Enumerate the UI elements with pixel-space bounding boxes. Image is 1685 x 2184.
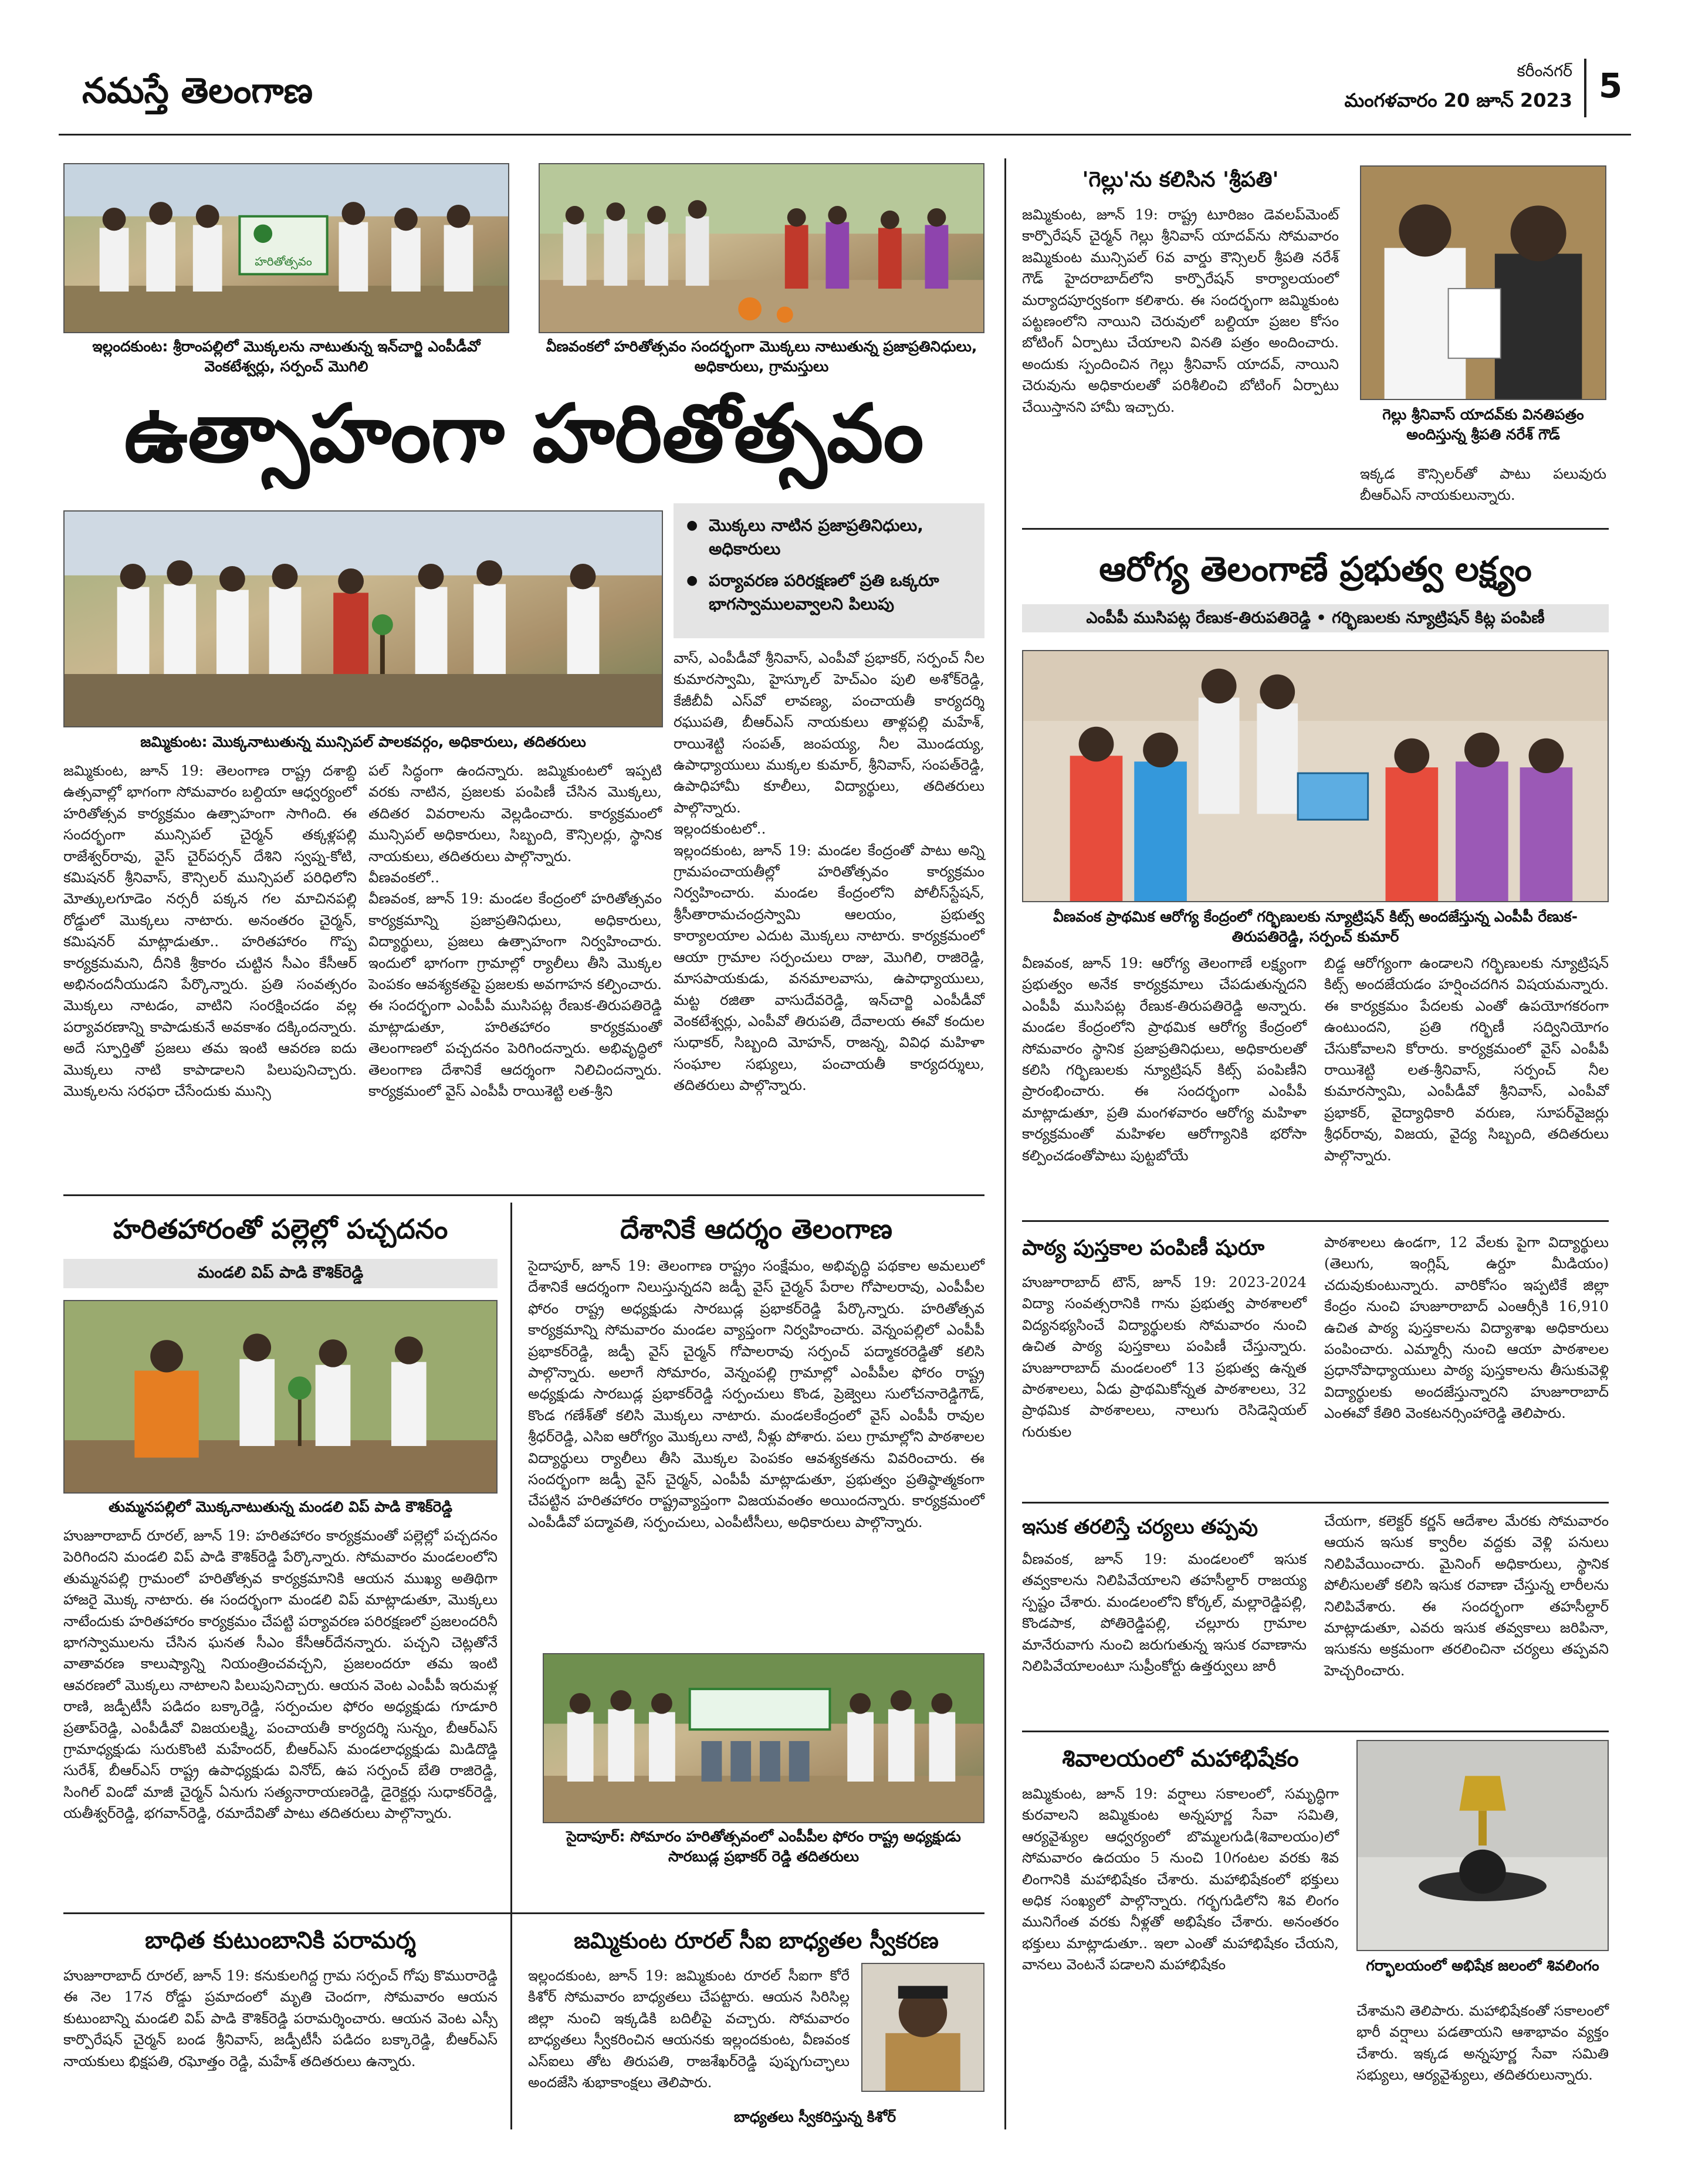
main-bullets [674, 503, 984, 638]
sand-col1: వీణవంక, జూన్ 19: మండలంలో ఇసుక తవ్వకాలను నిలిపివేయాలని తహసీల్దార్ రాజయ్య స్పష్టం చేశారు. మండలంలోని కోర్కల్, మల్లారెడ్డిపల్లి, కొండపాక, పోతిరెడ్డిపల్లి, చల్లూరు గ్రామాల మానేరువాగు నుంచి జరుగుతున్న ఇసుక రవాణాను నిలిపివేయాలంటూ సుప్రీంకోర్టు ఉత్తర్వులు జారీ [1022, 1550, 1311, 1675]
health-strip: ఎంపీపీ ముసిపట్ల రేణుక-తిరుపతిరెడ్డి • గర్భిణులకు న్యూట్రిషన్ కిట్ల పంపిణీ [1022, 604, 1609, 632]
harithaharam-strip: మండలి విప్ పాడి కౌశిక్‌రెడ్డి [63, 1259, 498, 1288]
caption-shivalingam: గర్భాలయంలో అభిషేక జలంలో శివలింగం [1366, 1957, 1599, 1974]
caption-harithaharam: తుమ్మనపల్లిలో మొక్కనాటుతున్న మండలి విప్ పాడి కౌశిక్‌రెడ్డి [109, 1498, 452, 1515]
people-illustration-7 [544, 1654, 983, 1822]
desaniki-body: సైదాపూర్, జూన్ 19: తెలంగాణ రాష్ట్రం సంక్షేమం, అభివృద్ధి పథకాల అమలులో దేశానికే ఆదర్శంగా నిలుస్తున్నదని జడ్పీ వైస్ చైర్మన్ పేరాల గోపాలరావు, ఎంపీపీల ఫోరం రాష్ట్ర అధ్యక్షుడు సారబుడ్ల ప్రభాకర్‌రెడ్డి పేర్కొన్నారు. హరితోత్సవ కార్యక్రమాన్ని సోమవారం మండల వ్యాప్తంగా నిర్వహించారు. వెన్నంపల్లిలో ఎంపీపీ ప్రభాకర్‌రెడ్డి, జడ్పీ వైస్ చైర్మన్ గోపాలరావు సర్పంచ్ పద్మాకరరెడ్డితో కలిసి పాల్గొన్నారు. అలాగే సోమారం, వెన్నంపల్లి గ్రామాల్లో ఎంపీపీల ఫోరం రాష్ట్ర అధ్యక్షుడు సారబుడ్ల ప్రభాకర్‌రెడ్డి సర్పంచులు కొండ, ప్రెజ్వెలు సులోచనారెడ్డిగౌడ్, కొండ గణేశ్‌తో కలిసి మొక్కలు నాటారు. మండలకేంద్రంలో వైస్ ఎంపీపీ రావుల శ్రీధర్‌రెడ్డి, ఎసిఐ ఆరోగ్యం మొక్కలు నాటి, నీళ్లు పోశారు. పలు గ్రామాల్లోని పాఠశాలల విద్యార్థులు ర్యాలీలు తీసి మొక్కల పెంపకం ఆవశ్యకతను వివరించారు. ఈ సందర్భంగా జడ్పీ వైస్ చైర్మన్, ఎంపీపీ మాట్లాడుతూ, ప్రభుత్వం ప్రతిష్ఠాత్మకంగా చేపట్టిన హరితహారం రాష్ట్రవ్యాప్తంగా విజయవంతం అయిందన్నారు. కార్యక్రమంలో ఎంపీడీవో పద్మావతి, సర్పంచులు, ఎంపీటీసీలు, అధికారులు పాల్గొన్నారు. [528, 1257, 989, 1531]
masthead-divider [1584, 59, 1586, 117]
gellu-body: జమ్మికుంట, జూన్ 19: రాష్ట్ర టూరిజం డెవలప్‌మెంట్ కార్పొరేషన్ చైర్మన్ గెల్లు శ్రీనివాస్ యాదవ్‌ను సోమవారం జమ్మికుంట మున్సిపల్ 6వ వార్డు కౌన్సిలర్ శ్రీపతి నరేశ్ గౌడ్ హైదరాబాద్‌లోని కార్పొరేషన్ కార్యాలయంలో మర్యాదపూర్వకంగా కలిశారు. ఈ సందర్భంగా జమ్మికుంట పట్టణంలోని నాయిని చెరువులో బల్దియా ప్రజల కోసం బోటింగ్ ఏర్పాటు చేయాలని వినతి పత్రం అందించారు. అందుకు స్పందించిన గెల్లు శ్రీనివాస్ యాదవ్, నాయిని చెరువును అధికారులతో పరిశీలించి బోటింగ్ ఏర్పాటు చేయిస్తానని హామీ ఇచ్చారు. [1022, 206, 1344, 415]
textbook-headline: పాఠ్య పుస్తకాల పంపిణీ షురూ [1022, 1236, 1265, 1260]
sand-headline: ఇసుక తరలిస్తే చర్యలు తప్పవు [1022, 1515, 1258, 1539]
section-rule [63, 1912, 984, 1914]
caption-ci: బాధ్యతలు స్వీకరిస్తున్న కిశోర్ [733, 2108, 896, 2125]
people-illustration [65, 164, 508, 332]
caption-saidapur: సైదాపూర్: సోమారం హరితోత్సవంలో ఎంపీపీల ఫోరం రాష్ట్ర అధ్యక్షుడు సారబుడ్ల ప్రభాకర్ రెడ్డి తదితరులు [566, 1828, 961, 1865]
people-illustration-2 [540, 164, 983, 332]
edition: కరీంనగర్ [1517, 62, 1572, 80]
paper-name: నమస్తే తెలంగాణ [82, 70, 313, 111]
shivalingam-illustration [1358, 1741, 1608, 1950]
photo-shivalingam [1356, 1740, 1609, 1951]
masthead-rule [59, 134, 1631, 136]
officer-illustration [862, 1964, 983, 2091]
health-col1: వీణవంక, జూన్ 19: ఆరోగ్య తెలంగాణే లక్ష్యంగా ప్రభుత్వం అనేక కార్యక్రమాలు చేపడుతున్నదని ఎంపీపీ ముసిపట్ల రేణుక-తిరుపతిరెడ్డి అన్నారు. మండల కేంద్రంలోని ప్రాథమిక ఆరోగ్య కేంద్రంలో సోమవారం స్థానిక ప్రజాప్రతినిధులు, అధికారులతో కలిసి గర్భిణులకు న్యూట్రిషన్ కిట్స్ పంపిణీని ప్రారంభించారు. ఈ సందర్భంగా ఎంపీపీ మాట్లాడుతూ, ప్రతి మంగళవారం ఆరోగ్య మహిళా కార్యక్రమంతో మహిళల ఆరోగ్యానికి భరోసా కల్పించడంతోపాటు పుట్టబోయే [1022, 954, 1311, 1164]
caption-jammikunta: జమ్మికుంట: మొక్కనాటుతున్న మున్సిపల్ పాలకవర్గం, అధికారులు, తదితరులు [140, 733, 586, 750]
ci-headline: జమ్మికుంట రూరల్ సీఐ బాధ్యతల స్వీకరణ [574, 1928, 939, 1953]
shiva-headline: శివాలయంలో మహాభిషేకం [1062, 1745, 1299, 1772]
caption-illandakunta: ఇల్లందకుంట: శ్రీరాంపల్లిలో మొక్కలను నాటుతున్న ఇన్‌చార్జి ఎంపీడీవో వెంకటేశ్వర్లు, సర్పంచ్ మొగిలి [92, 338, 481, 375]
caption-veenavanka: వీణవంకలో హరితోత్సవం సందర్భంగా మొక్కలు నాటుతున్న ప్రజాప్రతినిధులు, అధికారులు, గ్రామస్తులు [546, 338, 977, 375]
photo-harithaharam [63, 1300, 498, 1494]
main-col3: వాస్, ఎంపీడీవో శ్రీనివాస్, ఎంపీవో ప్రభాకర్, సర్పంచ్ నీల కుమారస్వామి, హైస్కూల్ హెచ్‌ఎం పులి అశోక్‌రెడ్డి, కేజీబీవీ ఎస్‌వో లావణ్య, పంచాయతీ కార్యదర్శి రఘుపతి, బీఆర్‌ఎస్ నాయకులు తాళ్లపల్లి మహేశ్, రాయిశెట్టి సంపత్, జంపయ్య, నీల మొండయ్య, ఉపాధ్యాయులు ముక్కల కుమార్, శ్రీనివాస్, సంపత్‌రెడ్డి, ఉపాధిహామీ కూలీలు, విద్యార్థులు, తదితరులు పాల్గొన్నారు. ఇల్లందకుంటలో.. ఇల్లందకుంట, జూన్ 19: మండల కేంద్రంతో పాటు అన్ని గ్రామపంచాయతీల్లో హరితోత్సవం కార్యక్రమం నిర్వహించారు. మండల కేంద్రంలోని పోలీస్‌స్టేషన్, శ్రీసీతారామచంద్రస్వామి ఆలయం, ప్రభుత్వ కార్యాలయాల ఎదుట మొక్కలు నాటారు. కార్యక్రమంలో ఆయా గ్రామాల సర్పంచులు రాజు, మొగిలి, రాజిరెడ్డి, మాసపాయకుడు, వనమాలవాసు, ఉపాధ్యాయులు, మట్ట రజితా వాసుదేవరెడ్డి, ఇన్‌చార్జి ఎంపీడీవో వెంకటేశ్వర్లు, ఎంపీవో తిరుపతి, దేవాలయ ఈవో కందుల సుధాకర్, సిబ్బంది మోహన్, రాజన్న, వివిధ మహిళా సంఘాల సభ్యులు, పంచాయతీ కార్యదర్శులు, తదితరులు పాల్గొన్నారు. [674, 649, 985, 1094]
sand-col2: చేయగా, కలెక్టర్ కర్ణన్ ఆదేశాల మేరకు సోమవారం ఆయన ఇసుక క్వారీల వద్దకు వెళ్లి పనులు నిలిపివేయించారు. మైనింగ్ అధికారులు, స్థానిక పోలీసులతో కలిసి ఇసుక రవాణా చేస్తున్న లారీలను నిలిపివేశారు. ఈ సందర్భంగా తహసీల్దార్ మాట్లాడుతూ, ఎవరు ఇసుక తవ్వకాలు జరిపినా, ఇసుకను అక్రమంగా తరలించినా చర్యలు తప్పవని హెచ్చరించారు. [1324, 1512, 1613, 1679]
people-illustration-4 [1361, 167, 1605, 399]
masthead [59, 59, 1631, 129]
ci-body: ఇల్లందకుంట, జూన్ 19: జమ్మికుంట రూరల్ సీఐగా కోరే కిశోర్ సోమవారం బాధ్యతలు చేపట్టారు. ఆయన సిరిసిల్ల జిల్లా నుంచి ఇక్కడికి బదిలీపై వచ్చారు. సోమవారం బాధ్యతలు స్వీకరించిన ఆయనకు ఇల్లందకుంట, వీణవంక ఎస్‌ఐలు తోట తిరుపతి, రాజశేఖర్‌రెడ్డి పుష్పగుచ్ఛాలు అందజేసి శుభాకాంక్షలు తెలిపారు. [528, 1967, 854, 2091]
photo-illandakunta [63, 163, 509, 333]
section-rule [1022, 528, 1609, 530]
section-rule [1022, 1502, 1609, 1504]
section-rule [1022, 1731, 1609, 1732]
textbook-col2: పాఠశాలలు ఉండగా, 12 వేలకు పైగా విద్యార్థులు (తెలుగు, ఇంగ్లిష్, ఉర్దూ మీడియం) చదువుకుంటున్నారు. వారికోసం ఇప్పటికే జిల్లా కేంద్రం నుంచి హుజూరాబాద్ ఎంఆర్సీకి 16,910 ఉచిత పాఠ్య పుస్తకాలను విద్యాశాఖ అధికారులు పంపించారు. ఎమ్మార్సీ నుంచి ఆయా పాఠశాలల ప్రధానోపాధ్యాయులు పాఠ్య పుస్తకాలను తీసుకువెళ్లి విద్యార్థులకు అందజేస్తున్నారని హుజూరాబాద్ ఎంఈవో కేతిరి వెంకటనర్సింహారెడ్డి తెలిపారు. [1324, 1234, 1613, 1422]
gellu-headline: 'గెల్లు'ను కలిసిన 'శ్రీపతి' [1082, 168, 1279, 192]
main-col2: పల్ సిద్ధంగా ఉందన్నారు. జమ్మికుంటలో ఇప్పటి వరకు నాటిన, ప్రజలకు పంపిణీ చేసిన మొక్కలు, తదితర వివరాలను వెల్లడించారు. కార్యక్రమంలో మున్సిపల్ అధికారులు, సిబ్బంది, కౌన్సిలర్లు, స్థానిక నాయకులు, తదితరులు పాల్గొన్నారు. వీణవంకలో.. వీణవంక, జూన్ 19: మండల కేంద్రంలో హరితోత్సవం కార్యక్రమాన్ని ప్రజాప్రతినిధులు, అధికారులు, విద్యార్థులు, ప్రజలు ఉత్సాహంగా నిర్వహించారు. ఇందులో భాగంగా గ్రామాల్లో ర్యాలీలు తీసి మొక్కల పెంపకం ఆవశ్యకతపై ప్రజలకు అవగాహన కల్పించారు. ఈ సందర్భంగా ఎంపీపీ ముసిపట్ల రేణుక-తిరుపతిరెడ్డి మాట్లాడుతూ, హరితహారం కార్యక్రమంతో తెలంగాణలో పచ్చదనం పెరిగిందన్నారు. అభివృద్ధిలో తెలంగాణ దేశానికే ఆదర్శంగా నిలిచిందన్నారు. కార్యక్రమంలో వైస్ ఎంపీపీ రాయిశెట్టి లత-శ్రీని [368, 762, 662, 1100]
photo-saidapur [543, 1653, 984, 1823]
date: మంగళవారం 20 జూన్ 2023 [1344, 89, 1572, 111]
shiva-tail: చేశామని తెలిపారు. మహాభిషేకంతో సకాలంలో భారీ వర్షాలు పడతాయని ఆశాభావం వ్యక్తం చేశారు. ఇక్కడ అన్నపూర్ణ సేవా సమితి సభ్యులు, ఆర్యవైశ్యులు, తదితరులున్నారు. [1356, 2002, 1613, 2084]
column-divider [1004, 158, 1006, 2129]
harithaharam-body: హుజూరాబాద్ రూరల్, జూన్ 19: హరితహారం కార్యక్రమంతో పల్లెల్లో పచ్చదనం పెరిగిందని మండలి విప్ పాడి కౌశిక్‌రెడ్డి పేర్కొన్నారు. సోమవారం మండలంలోని తుమ్మనపల్లి గ్రామంలో హరితోత్సవ కార్యక్రమానికి ఆయన ముఖ్య అతిథిగా హాజరై మొక్క నాటారు. ఈ సందర్భంగా మండలి విప్ మాట్లాడుతూ, మొక్కలు నాటేందుకు హరితహారం కార్యక్రమం చేపట్టి పర్యావరణ పరిరక్షణలో ప్రజలందరినీ భాగస్వాములను చేసిన ఘనత సీఎం కేసీఆర్‌దేనన్నారు. పచ్చని చెట్లతోనే వాతావరణ కాలుష్యాన్ని నియంత్రించవచ్చని, ప్రజలందరూ తమ ఇంటి ఆవరణలో మొక్కలు నాటాలని పిలుపునిచ్చారు. ఆయన వెంట ఎంపీపీ ఇరుమళ్ల రాణి, జడ్పీటీసీ పడిదం బక్కారెడ్డి, సర్పంచుల ఫోరం అధ్యక్షుడు గూడూరి ప్రతాప్‌రెడ్డి, ఎంపీడీవో విజయలక్ష్మి, పంచాయతీ కార్యదర్శి సున్నం, బీఆర్‌ఎస్ గ్రామాధ్యక్షుడు సురుకొంటి మహేందర్, బీఆర్‌ఎస్ మండలాధ్యక్షుడు మిడిదొడ్డి సురేశ్, బీఆర్‌ఎస్ రాష్ట్ర ఉపాధ్యక్షుడు వినోద్, ఉప సర్పంచ్ బేతి రాజిరెడ్డి, సింగిల్ విండో మాజీ చైర్మన్ ఏనుగు సత్యనారాయణరెడ్డి, డైరెక్టర్లు సుధాకర్‌రెడ్డి, యతీశ్వర్‌రెడ్డి, భగవాన్‌రెడ్డి, రమాదేవితో పాటు తదితరులు పాల్గొన్నారు. [63, 1527, 502, 1822]
condolence-headline: బాధిత కుటుంబానికి పరామర్శ [145, 1927, 416, 1954]
main-col1: జమ్మికుంట, జూన్ 19: తెలంగాణ రాష్ట్ర దశాబ్ది ఉత్సవాల్లో భాగంగా సోమవారం బల్దియా ఆధ్వర్యంలో హరితోత్సవ కార్యక్రమం ఉత్సాహంగా సాగింది. ఈ సందర్భంగా మున్సిపల్ చైర్మన్ తక్కళ్లపల్లి రాజేశ్వర్‌రావు, వైస్ చైర్‌పర్సన్ దేశిని స్వప్న-కోటి, కమిషనర్ శ్రీనివాస్, కౌన్సిలర్ మున్సిపల్ పరిధిలోని మోత్కులగూడెం నర్సరీ పక్కన గల మాచినపల్లి రోడ్డులో మొక్కలు నాటారు. అనంతరం చైర్మన్, కమిషనర్ మాట్లాడుతూ.. హరితహారం గొప్ప కార్యక్రమమని, దీనికి శ్రీకారం చుట్టిన సీఎం కేసీఆర్ అభినందనీయుడని పేర్కొన్నారు. ప్రతి సంవత్సరం మొక్కలు నాటడం, వాటిని సంరక్షించడం వల్ల పర్యావరణాన్ని కాపాడుకునే అవకాశం దక్కిందన్నారు. అదే స్ఫూర్తితో ప్రజలు తమ ఇంటి ఆవరణ ఐదు మొక్కలు నాటి కాపాడాలని పిలుపునిచ్చారు. మొక్కలను సరఫరా చేసేందుకు మున్సి [63, 762, 361, 1100]
caption-gellu: గెల్లు శ్రీనివాస్ యాదవ్‌కు వినతిపత్రం అందిస్తున్న శ్రీపతి నరేశ్ గౌడ్ [1382, 406, 1584, 443]
people-illustration-5 [1023, 651, 1608, 901]
photo-gellu [1360, 165, 1606, 400]
photo-ci [861, 1963, 984, 2092]
health-col2: బిడ్డ ఆరోగ్యంగా ఉండాలని గర్భిణులకు న్యూట్రిషన్ కిట్స్ అందజేయడం హర్షించదగిన విషయమన్నారు. ఈ కార్యక్రమం పేదలకు ఎంతో ఉపయోగకరంగా ఉంటుందని, ప్రతి గర్భిణీ సద్వినియోగం చేసుకోవాలని కోరారు. కార్యక్రమంలో వైస్ ఎంపీపీ రాయిశెట్టి లత-శ్రీనివాస్, సర్పంచ్ నీల కుమారస్వామి, ఎంపీడీవో శ్రీనివాస్, ఎంపీవో ప్రభాకర్, వైద్యాధికారి వరుణ, సూపర్‌వైజర్లు శ్రీధర్‌రావు, విజయ, వైద్య సిబ్బంది, తదితరులు పాల్గొన్నారు. [1324, 954, 1613, 1164]
condolence-body: హుజూరాబాద్ రూరల్, జూన్ 19: కనుకులగిద్ద గ్రామ సర్పంచ్ గోపు కొమురారెడ్డి ఈ నెల 17న రోడ్డు ప్రమాదంలో మృతి చెందగా, సోమవారం ఆయన కుటుంబాన్ని మండలి విప్ పాడి కౌశిక్‌రెడ్డి పరామర్శించారు. ఆయన వెంట ఎస్సీ కార్పొరేషన్ చైర్మన్ బండ శ్రీనివాస్, జడ్పీటీసీ పడిదం బక్కారెడ్డి, బీఆర్‌ఎస్ నాయకులు భిక్షపతి, రఘోత్తం రెడ్డి, మహేశ్ తదితరులు ఉన్నారు. [63, 1967, 502, 2070]
photo-health [1022, 650, 1609, 902]
desaniki-headline: దేశానికే ఆదర్శం తెలంగాణ [620, 1213, 893, 1245]
health-headline: ఆరోగ్య తెలంగాణే ప్రభుత్వ లక్ష్యం [1099, 549, 1532, 589]
people-illustration-6 [65, 1301, 496, 1492]
banner-text: హరితోత్సవం [255, 255, 312, 269]
column-divider [510, 1203, 512, 2129]
photo-jammikunta [63, 510, 663, 727]
photo-veenavanka [539, 163, 984, 333]
bullet-item: ● పర్యావరణ పరిరక్షణలో ప్రతి ఒక్కరూ భాగస్వాములవ్వాలని పిలుపు [686, 569, 972, 616]
page-number: 5 [1598, 66, 1623, 106]
section-rule [1022, 1220, 1609, 1222]
main-headline: ఉత్సాహంగా హరితోత్సవం [124, 388, 924, 480]
textbook-col1: హుజూరాబాద్ టౌన్, జూన్ 19: 2023-2024 విద్యా సంవత్సరానికి గాను ప్రభుత్వ పాఠశాలలో విద్యనభ్యసించే విద్యార్థులకు సోమవారం నుంచి ఉచిత పాఠ్య పుస్తకాలు పంపిణీ చేస్తున్నారు. హుజూరాబాద్ మండలంలో 13 ప్రభుత్వ ఉన్నత పాఠశాలలు, ఏడు ప్రాథమికోన్నత పాఠశాలలు, 32 ప్రాథమిక పాఠశాలలు, నాలుగు రెసిడెన్షియల్ గురుకుల [1022, 1274, 1311, 1440]
section-rule [63, 1194, 984, 1196]
bullet-item: ● మొక్కలు నాటిన ప్రజాప్రతినిధులు, అధికారులు [686, 514, 972, 561]
caption-health: వీణవంక ప్రాథమిక ఆరోగ్య కేంద్రంలో గర్భిణులకు న్యూట్రిషన్ కిట్స్ అందజేస్తున్న ఎంపీపీ రేణుక-తిరుపతిరెడ్డి, సర్పంచ్ కుమార్ [1053, 908, 1578, 945]
people-illustration-3 [65, 512, 662, 726]
shiva-body: జమ్మికుంట, జూన్ 19: వర్షాలు సకాలంలో, సమృద్ధిగా కురవాలని జమ్మికుంట అన్నపూర్ణ సేవా సమితి, ఆర్యవైశ్యుల ఆధ్వర్యంలో బొమ్మలగుడి(శివాలయం)లో సోమవారం ఉదయం 5 నుంచి 10గంటల వరకు శివ లింగానికి మహాభిషేకం చేశారు. మహాభిషేకంలో భక్తులు అధిక సంఖ్యలో పాల్గొన్నారు. గర్భగుడిలోని శివ లింగం మునిగేంత వరకు నీళ్లతో అభిషేకం చేశారు. అనంతరం భక్తులు మాట్లాడుతూ.. ఇలా ఎంతో మహాభిషేకం చేయని, వానలు వెంటనే పడాలని మహాభిషేకం [1022, 1785, 1344, 1973]
gellu-tail: ఇక్కడ కౌన్సిలర్‌తో పాటు పలువురు బీఆర్‌ఎస్ నాయకులున్నారు. [1360, 465, 1611, 504]
harithaharam-headline: హరితహారంతో పల్లెల్లో పచ్చదనం [113, 1213, 448, 1245]
